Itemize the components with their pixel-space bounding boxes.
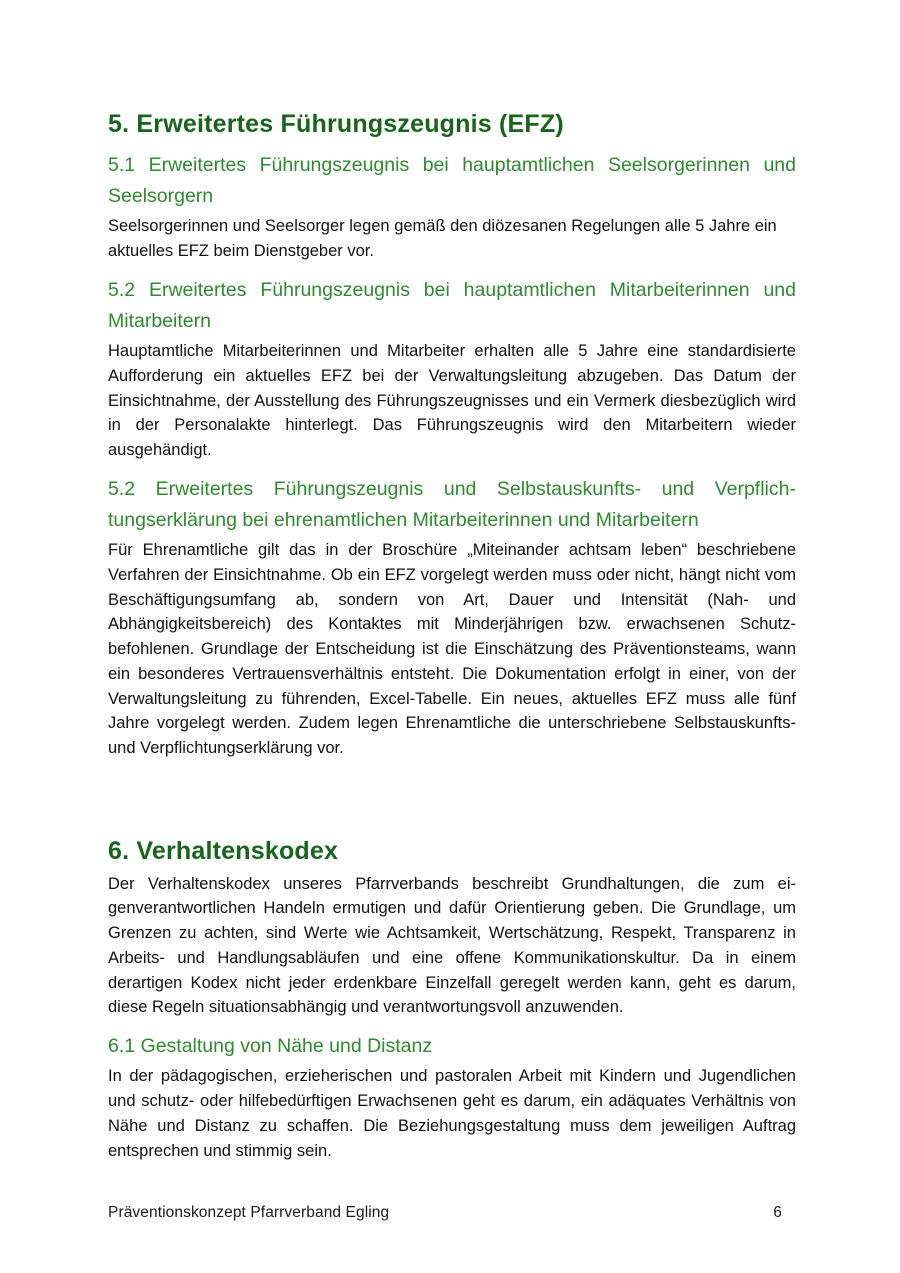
- chapter-6-title: 6. Verhaltenskodex: [108, 836, 339, 865]
- section-5-2-body: Hauptamtliche Mitarbeiterinnen und Mitarbeiter erhalten alle 5 Jahre eine standardisierte Aufforderung ein aktuelles EFZ bei der Verwaltungsleitung abzugeben. Das Datum der Einsichtnahme, der Ausstellung des Führungszeugnisses und ein Vermerk diesbezüglich wird in der Personalakte hinterlegt. Das Führungszeugnis wird den Mitarbeitern wieder ausgehändigt.: [108, 342, 796, 459]
- section-5-2b-body: Für Ehrenamtliche gilt das in der Broschüre „Miteinander achtsam leben“ beschriebene Verfahren der Einsichtnahme. Ob ein EFZ vorgelegt werden muss oder nicht, hängt nicht vom Beschäftigungsumfang ab, sondern von Art, Dauer und Intensität (Nah- und Abhängigkeitsbereich) des Kontaktes mit Minderjährigen bzw. erwachsenen Schutzbefohlenen. Grundlage der Entscheidung ist die Einschätzung des Präventionsteams, wann ein besonderes Vertrauensverhältnis entsteht. Die Dokumentation erfolgt in einer, von der Verwaltungsleitung zu führenden, Excel-Tabelle. Ein neues, aktuelles EFZ muss alle fünf Jahre vorgelegt werden. Zudem legen Ehrenamtliche die unterschriebene Selbstauskunfts- und Verpflichtungserklärung vor.: [108, 541, 796, 758]
- page-footer: [108, 1204, 782, 1222]
- chapter-5-title: 5. Erweitertes Führungszeugnis (EFZ): [108, 110, 564, 138]
- section-5-1-heading: 5.1 Erweitertes Führungszeugnis bei hauptamtlichen Seelsorgerinnen und Seelsorgern: [108, 153, 796, 207]
- section-5-2b-heading: 5.2 Erweitertes Führungszeugnis und Selbstauskunfts- und Verpflichtungserklärung bei ehrenamtlichen Mitarbeiterinnen und Mitarbeitern: [108, 477, 796, 531]
- section-5-2-heading: 5.2 Erweitertes Führungszeugnis bei hauptamtlichen Mitarbeiterinnen und Mitarbeitern: [108, 278, 796, 332]
- footer-page-number: 6: [773, 1204, 782, 1221]
- section-6-1-body: In der pädagogischen, erzieherischen und pastoralen Arbeit mit Kindern und Jugendlichen und schutz- oder hilfebedürftigen Erwachsenen geht es darum, ein adäquates Verhältnis von Nähe und Distanz zu schaffen. Die Beziehungsgestaltung muss dem jeweiligen Auftrag entsprechen und stimmig sein.: [108, 1067, 796, 1160]
- chapter-6-intro: Der Verhaltenskodex unseres Pfarrverbands beschreibt Grundhaltungen, die zum eigenverantwortlichen Handeln ermutigen und dafür Orientierung geben. Die Grundlage, um Grenzen zu achten, sind Werte wie Achtsamkeit, Wertschätzung, Respekt, Transparenz in Arbeits- und Handlungsabläufen und eine offene Kommunikationskultur. Da in einem derartigen Kodex nicht jeder erdenkbare Einzelfall geregelt werden kann, geht es darum, diese Regeln situationsabhängig und verantwortungsvoll anzuwenden.: [108, 874, 796, 1017]
- section-6-1-heading: 6.1 Gestaltung von Nähe und Distanz: [108, 1035, 433, 1058]
- section-5-1-body: Seelsorgerinnen und Seelsorger legen gemäß den diözesanen Regelungen alle 5 Jahre ein aktuelles EFZ beim Dienstgeber vor.: [108, 217, 777, 260]
- footer-document-title: Präventionskonzept Pfarrverband Egling: [108, 1204, 390, 1221]
